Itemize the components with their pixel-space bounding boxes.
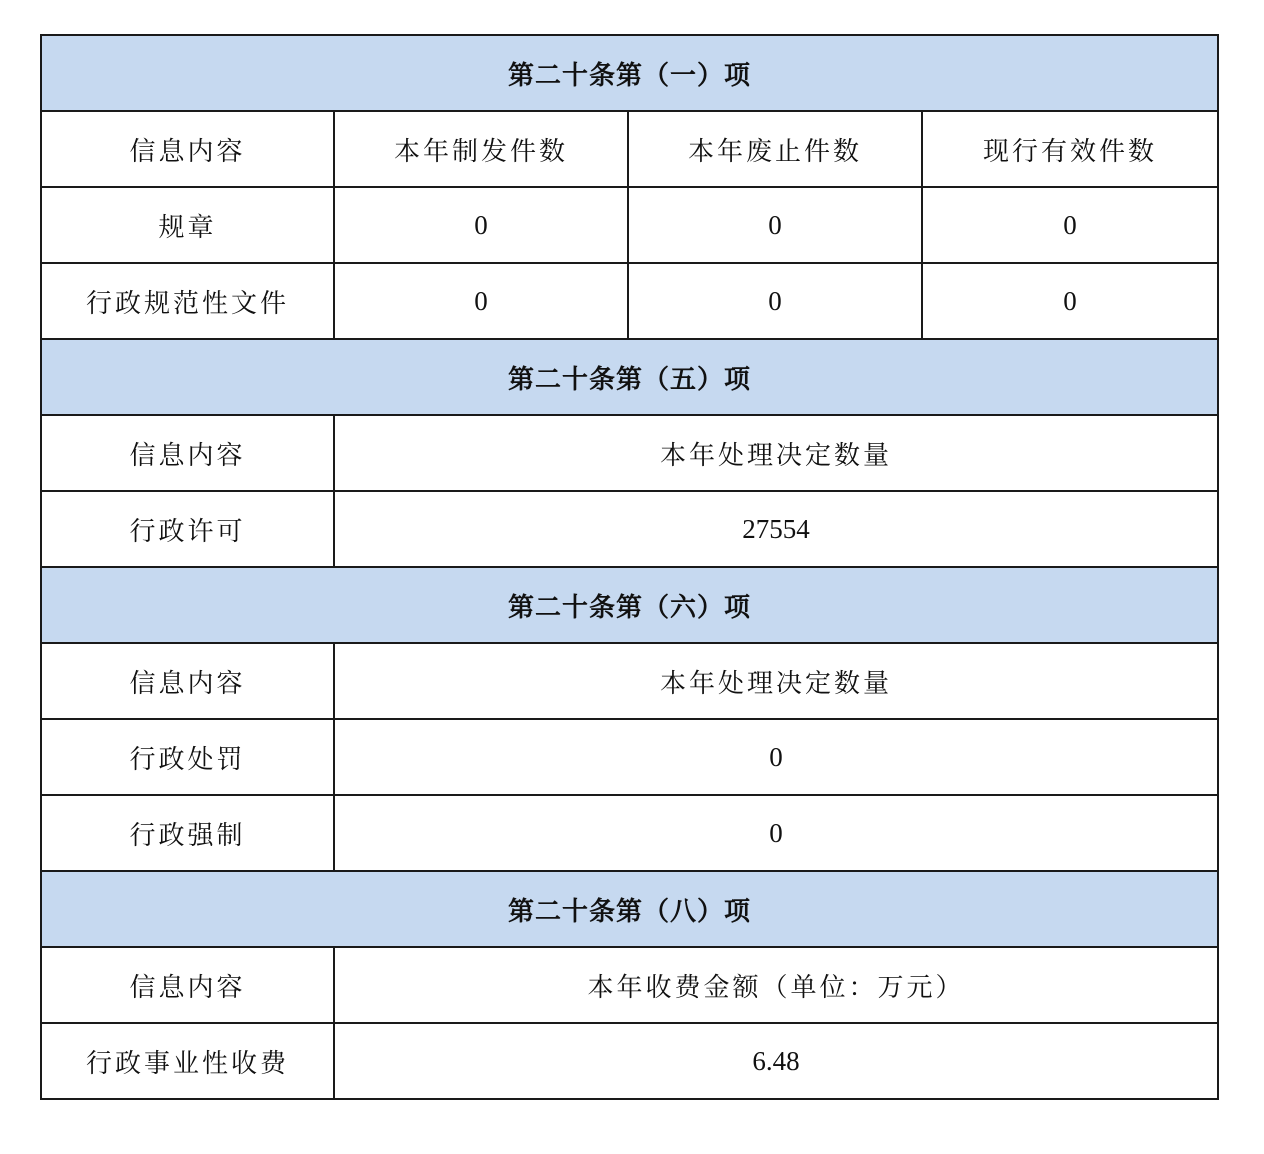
section-header-row	[41, 35, 1218, 111]
cell-value: 27554	[334, 491, 1218, 567]
cell-value: 0	[334, 187, 628, 263]
section-header-row	[41, 339, 1218, 415]
table-row	[41, 263, 1218, 339]
row-label: 行政强制	[41, 795, 334, 871]
row-label: 行政规范性文件	[41, 263, 334, 339]
column-header: 信息内容	[41, 111, 334, 187]
column-header: 本年处理决定数量	[334, 643, 1218, 719]
cell-value: 0	[922, 187, 1218, 263]
section-header-row	[41, 567, 1218, 643]
cell-value: 0	[334, 795, 1218, 871]
cell-value: 0	[334, 263, 628, 339]
column-header-row	[41, 111, 1218, 187]
table-row	[41, 795, 1218, 871]
cell-value: 0	[628, 263, 922, 339]
row-label: 行政处罚	[41, 719, 334, 795]
section-title: 第二十条第（五）项	[41, 339, 1218, 415]
column-header: 本年制发件数	[334, 111, 628, 187]
row-label: 行政许可	[41, 491, 334, 567]
section-title: 第二十条第（六）项	[41, 567, 1218, 643]
column-header: 信息内容	[41, 415, 334, 491]
table-row	[41, 719, 1218, 795]
column-header: 本年废止件数	[628, 111, 922, 187]
column-header-row	[41, 947, 1218, 1023]
column-header: 本年处理决定数量	[334, 415, 1218, 491]
column-header: 信息内容	[41, 643, 334, 719]
table-row	[41, 187, 1218, 263]
table-row	[41, 491, 1218, 567]
column-header: 现行有效件数	[922, 111, 1218, 187]
section-title: 第二十条第（八）项	[41, 871, 1218, 947]
column-header-row	[41, 643, 1218, 719]
column-header-row	[41, 415, 1218, 491]
table-row	[41, 1023, 1218, 1099]
cell-value: 0	[628, 187, 922, 263]
section-header-row	[41, 871, 1218, 947]
section-title: 第二十条第（一）项	[41, 35, 1218, 111]
row-label: 行政事业性收费	[41, 1023, 334, 1099]
cell-value: 6.48	[334, 1023, 1218, 1099]
disclosure-table	[40, 34, 1219, 1100]
cell-value: 0	[334, 719, 1218, 795]
column-header: 信息内容	[41, 947, 334, 1023]
column-header: 本年收费金额（单位：万元）	[334, 947, 1218, 1023]
cell-value: 0	[922, 263, 1218, 339]
row-label: 规章	[41, 187, 334, 263]
